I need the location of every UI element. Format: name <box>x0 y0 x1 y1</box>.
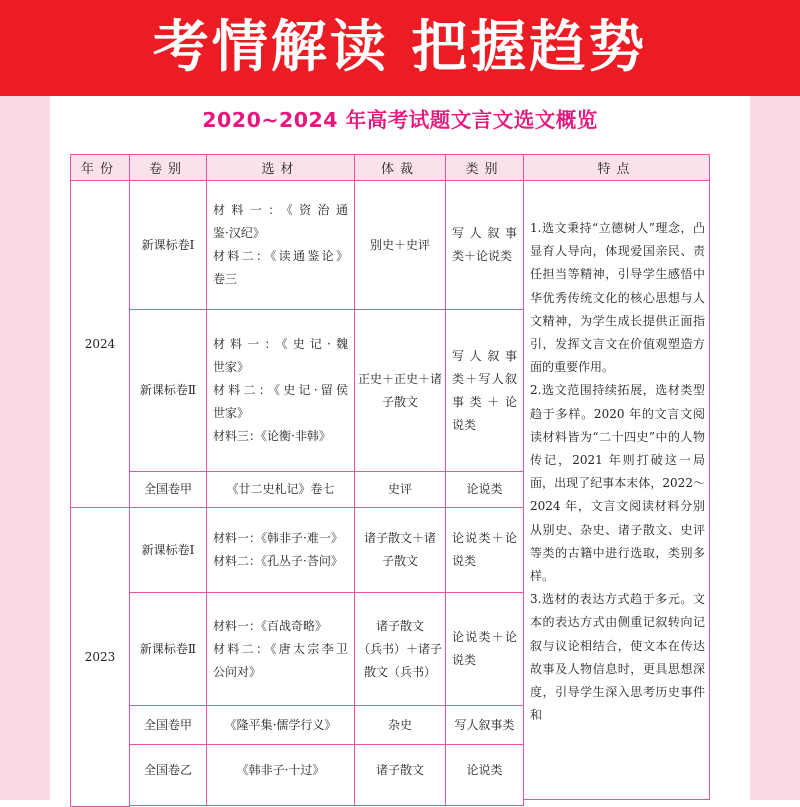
table-row-material: 材料一：《资治通 鉴·汉纪》 材料二：《读通鉴论》 卷三 <box>206 180 355 310</box>
features-cell <box>523 180 710 800</box>
table-row-paper: 新课标卷Ⅱ <box>129 309 207 472</box>
table-row-paper: 全国卷甲 <box>129 471 207 508</box>
table-row-category: 论说类 <box>445 471 524 508</box>
year-cell-2024 <box>70 180 130 508</box>
table-row-material: 《韩非子·十过》 <box>206 744 355 806</box>
table-row-genre: 史评 <box>354 471 446 508</box>
year-label: 2023 <box>84 649 116 664</box>
table-row-material: 材料一：《韩非子·难一》 材料二：《孔丛子·荅问》 <box>206 507 355 593</box>
table-row-category: 写人叙事 类＋写人叙 事类＋论 说类 <box>445 309 524 472</box>
table-row-material: 材料一：《史记·魏 世家》 材料二：《史记·留侯 世家》 材料三：《论衡·非韩》 <box>206 309 355 472</box>
table-row-genre: 杂史 <box>354 705 446 745</box>
table-row-paper: 新课标卷Ⅰ <box>129 507 207 593</box>
table-row-paper: 新课标卷Ⅰ <box>129 180 207 310</box>
header-year: 年份 <box>70 154 130 181</box>
year-label: 2024 <box>84 336 116 351</box>
header-features: 特点 <box>523 154 710 181</box>
document-title: 2020~2024 年高考试题文言文选文概览 <box>202 108 598 132</box>
table-row-category: 论说类 <box>445 744 524 806</box>
table-row-paper: 全国卷甲 <box>129 705 207 745</box>
features-text <box>530 217 705 727</box>
feature-point-1: 1.选文秉持“立德树人”理念，凸显育人导向，体现爱国亲民、责任担当等精神，引导学生感悟中华优秀传统文化的核心思想与人文精神，为学生成长提供正面指引，发挥文言文在价值观塑造方面的重要作用。 <box>530 221 705 375</box>
table-row-category: 论说类＋论 说类 <box>445 592 524 706</box>
table-row-genre: 正史＋正史＋诸 子散文 <box>354 309 446 472</box>
table-row-material: 《隆平集·儒学行义》 <box>206 705 355 745</box>
header-material: 选材 <box>206 154 355 181</box>
table-row-paper: 全国卷乙 <box>129 744 207 806</box>
feature-point-2: 2.选文范围持续拓展，选材类型趋于多样。2020 年的文言文阅读材料皆为“二十四史”中的人物传记，2021 年则打破这一局面，出现了纪事本末体，2022～2024 年，文言文阅读材料分别从别史、杂史、诸子散文、史评等类的古籍中进行选取，类别多样。 <box>530 383 705 584</box>
table-row-material: 材料一：《百战奇略》 材料二：《唐太宗李卫 公问对》 <box>206 592 355 706</box>
table-row-category: 写人叙事 类＋论说类 <box>445 180 524 310</box>
table-row-category: 论说类＋论 说类 <box>445 507 524 593</box>
table-row-genre: 诸子散文＋诸 子散文 <box>354 507 446 593</box>
feature-point-3: 3.选材的表达方式趋于多元。文本的表达方式由侧重记叙转向记叙与议论相结合，使文本在传达故事及人物信息时，更具思想深度，引导学生深入思考历史事件和 <box>530 592 705 723</box>
table-row-genre: 别史＋史评 <box>354 180 446 310</box>
header-genre: 体裁 <box>354 154 446 181</box>
table-row-paper: 新课标卷Ⅱ <box>129 592 207 706</box>
header-category: 类别 <box>445 154 524 181</box>
header-paper: 卷别 <box>129 154 207 181</box>
table-row-material: 《廿二史札记》卷七 <box>206 471 355 508</box>
table-row-category: 写人叙事类 <box>445 705 524 745</box>
table-row-genre: 诸子散文 <box>354 744 446 806</box>
table-row-genre: 诸子散文 （兵书）＋诸子 散文（兵书） <box>354 592 446 706</box>
banner-title: 考情解读 把握趋势 <box>152 15 648 80</box>
year-cell-2023 <box>70 507 130 807</box>
